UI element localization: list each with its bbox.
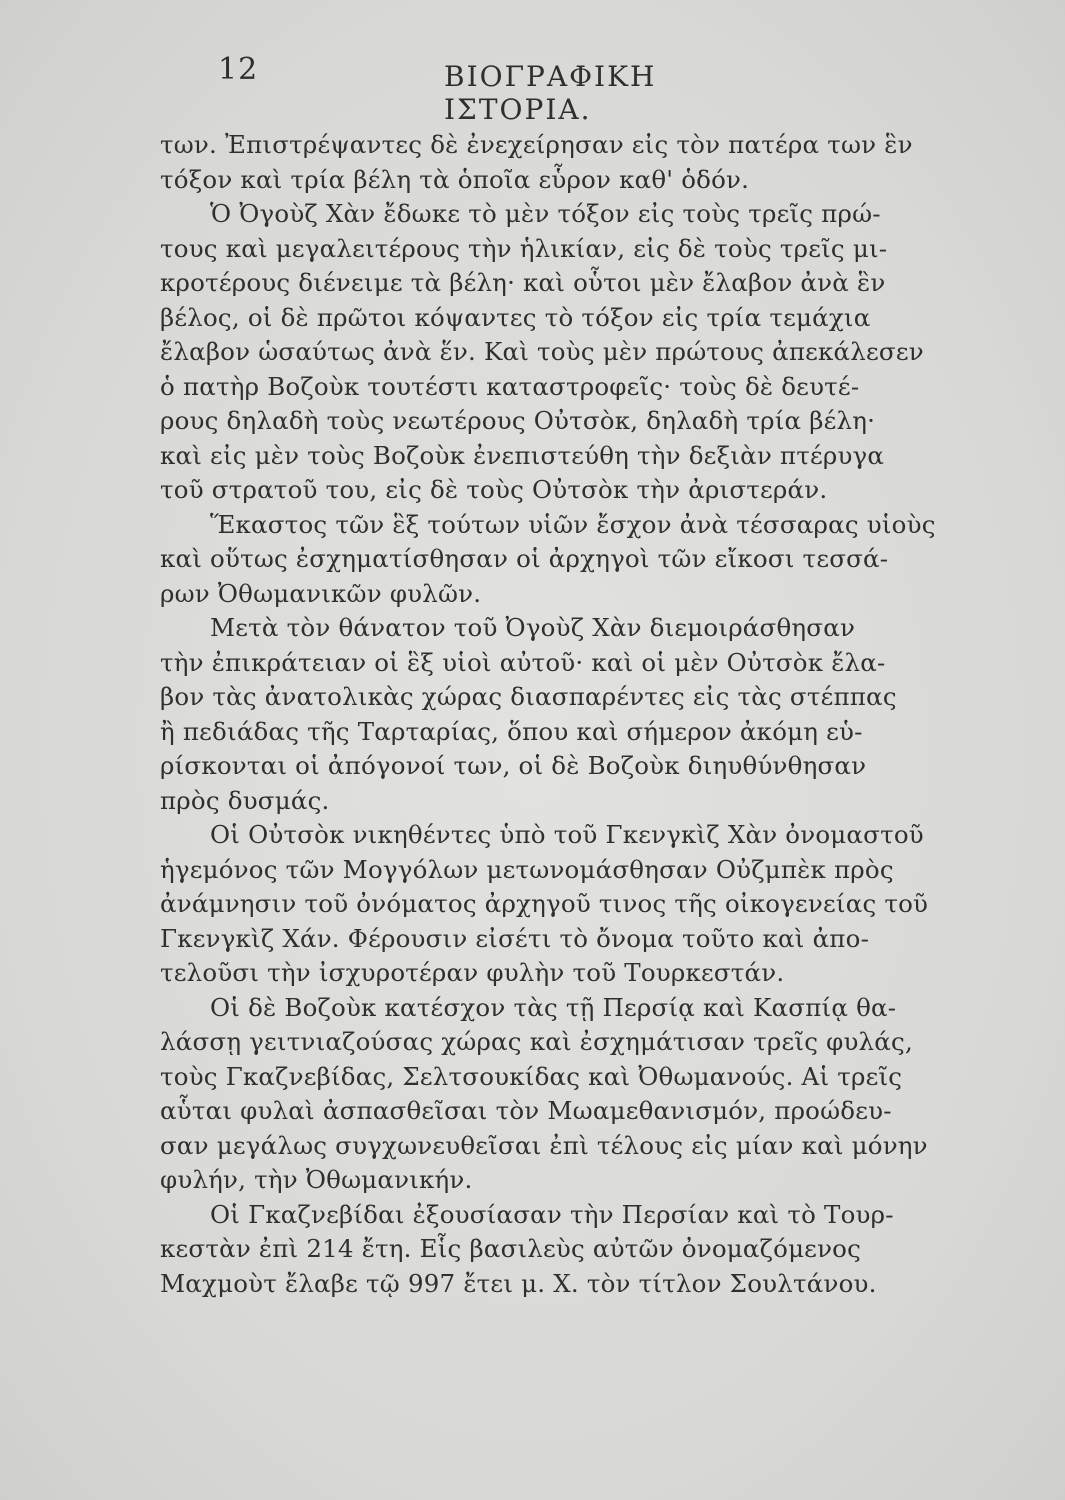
text-line: βέλος, οἱ δὲ πρῶτοι κόψαντες τὸ τόξον εἰς τρία τεμάχια (160, 302, 871, 332)
text-line: τελοῦσι τὴν ἰσχυροτέραν φυλὴν τοῦ Τουρκεστάν. (160, 958, 785, 987)
running-title: ΒΙΟΓΡΑΦΙΚΗ ΙΣΤΟΡΙΑ. (444, 60, 657, 126)
text-line: βον τὰς ἀνατολικὰς χώρας διασπαρέντες εἰς τὰς στέππας (160, 682, 897, 711)
text-line: καὶ εἰς μὲν τοὺς Βοζοὺκ ἐνεπιστεύθη τὴν δεξιὰν πτέρυγα (160, 440, 885, 470)
page-header (218, 52, 798, 126)
text-line: κεστὰν ἐπὶ 214 ἔτη. Εἷς βασιλεὺς αὐτῶν ὀνομαζόμενος (160, 1234, 862, 1263)
text-line: σαν μεγάλως συγχωνευθεῖσαι ἐπὶ τέλους εἰς μίαν καὶ μόνην (160, 1130, 928, 1160)
text-line: Ἕκαστος τῶν ἓξ τούτων υἱῶν ἔσχον ἀνὰ τέσσαρας υἱοὺς (210, 509, 936, 539)
text-line: ρων Ὀθωμανικῶν φυλῶν. (160, 578, 482, 608)
text-line: τοὺς Γκαζνεβίδας, Σελτσουκίδας καὶ Ὀθωμανούς. Αἱ τρεῖς (160, 1061, 903, 1091)
text-line: τὴν ἐπικράτειαν οἱ ἓξ υἱοὶ αὐτοῦ· καὶ οἱ μὲν Οὐτσὸκ ἔλα- (160, 647, 886, 677)
text-line: ἡγεμόνος τῶν Μογγόλων μετωνομάσθησαν Οὐζμπὲκ πρὸς (160, 854, 894, 884)
text-line: των. Ἐπιστρέψαντες δὲ ἐνεχείρησαν εἰς τὸν πατέρα των ἓν (160, 130, 913, 159)
text-line: ὁ πατὴρ Βοζοὺκ τουτέστι καταστροφεῖς· τοὺς δὲ δευτέ- (160, 371, 860, 401)
text-line: ἔλαβον ὡσαύτως ἀνὰ ἕν. Καὶ τοὺς μὲν πρώτους ἀπεκάλεσεν (160, 337, 924, 366)
text-line: καὶ οὕτως ἐσχηματίσθησαν οἱ ἀρχηγοὶ τῶν εἴκοσι τεσσά- (160, 544, 889, 573)
text-line: ἢ πεδιάδας τῆς Ταρταρίας, ὅπου καὶ σήμερον ἀκόμη εὑ- (160, 716, 863, 746)
text-line: τόξον καὶ τρία βέλη τὰ ὁποῖα εὗρον καθ' ὁδόν. (160, 164, 750, 194)
body-text (160, 128, 960, 1301)
text-line: λάσσῃ γειτνιαζούσας χώρας καὶ ἐσχημάτισαν τρεῖς φυλάς, (160, 1027, 913, 1056)
text-line: τους καὶ μεγαλειτέρους τὴν ἡλικίαν, εἰς δὲ τοὺς τρεῖς μι- (160, 233, 888, 263)
text-line: Οἱ Γκαζνεβίδαι ἐξουσίασαν τὴν Περσίαν καὶ τὸ Τουρ- (210, 1199, 894, 1229)
text-line: φυλήν, τὴν Ὀθωμανικήν. (160, 1165, 473, 1194)
text-line: Μαχμοὺτ ἔλαβε τῷ 997 ἔτει μ. Χ. τὸν τίτλον Σουλτάνου. (160, 1268, 877, 1298)
text-line: ἀνάμνησιν τοῦ ὀνόματος ἀρχηγοῦ τινος τῆς οἰκογενείας τοῦ (160, 889, 929, 918)
text-line: τοῦ στρατοῦ του, εἰς δὲ τοὺς Οὐτσὸκ τὴν ἀριστεράν. (160, 475, 828, 504)
text-line: Γκενγκὶζ Χάν. Φέρουσιν εἰσέτι τὸ ὄνομα τοῦτο καὶ ἀπο- (160, 923, 870, 953)
text-line: αὗται φυλαὶ ἀσπασθεῖσαι τὸν Μωαμεθανισμόν, προώδευ- (160, 1096, 892, 1125)
text-line: κροτέρους διένειμε τὰ βέλη· καὶ οὗτοι μὲν ἔλαβον ἀνὰ ἓν (160, 268, 886, 297)
text-line: πρὸς δυσμάς. (160, 785, 330, 815)
text-line: Ὁ Ὀγοὺζ Χὰν ἔδωκε τὸ μὲν τόξον εἰς τοὺς τρεῖς πρώ- (210, 199, 881, 228)
text-line: Οἱ Οὐτσὸκ νικηθέντες ὑπὸ τοῦ Γκενγκὶζ Χὰν ὀνομαστοῦ (210, 820, 924, 849)
text-line: Μετὰ τὸν θάνατον τοῦ Ὀγοὺζ Χὰν διεμοιράσθησαν (210, 613, 856, 642)
page-number: 12 (218, 52, 259, 87)
text-line: ρίσκονται οἱ ἀπόγονοί των, οἱ δὲ Βοζοὺκ διηυθύνθησαν (160, 751, 867, 780)
text-line: ρους δηλαδὴ τοὺς νεωτέρους Οὐτσὸκ, δηλαδὴ τρία βέλη· (160, 406, 876, 435)
text-line: Οἱ δὲ Βοζοὺκ κατέσχον τὰς τῇ Περσίᾳ καὶ Κασπίᾳ θα- (210, 992, 897, 1022)
